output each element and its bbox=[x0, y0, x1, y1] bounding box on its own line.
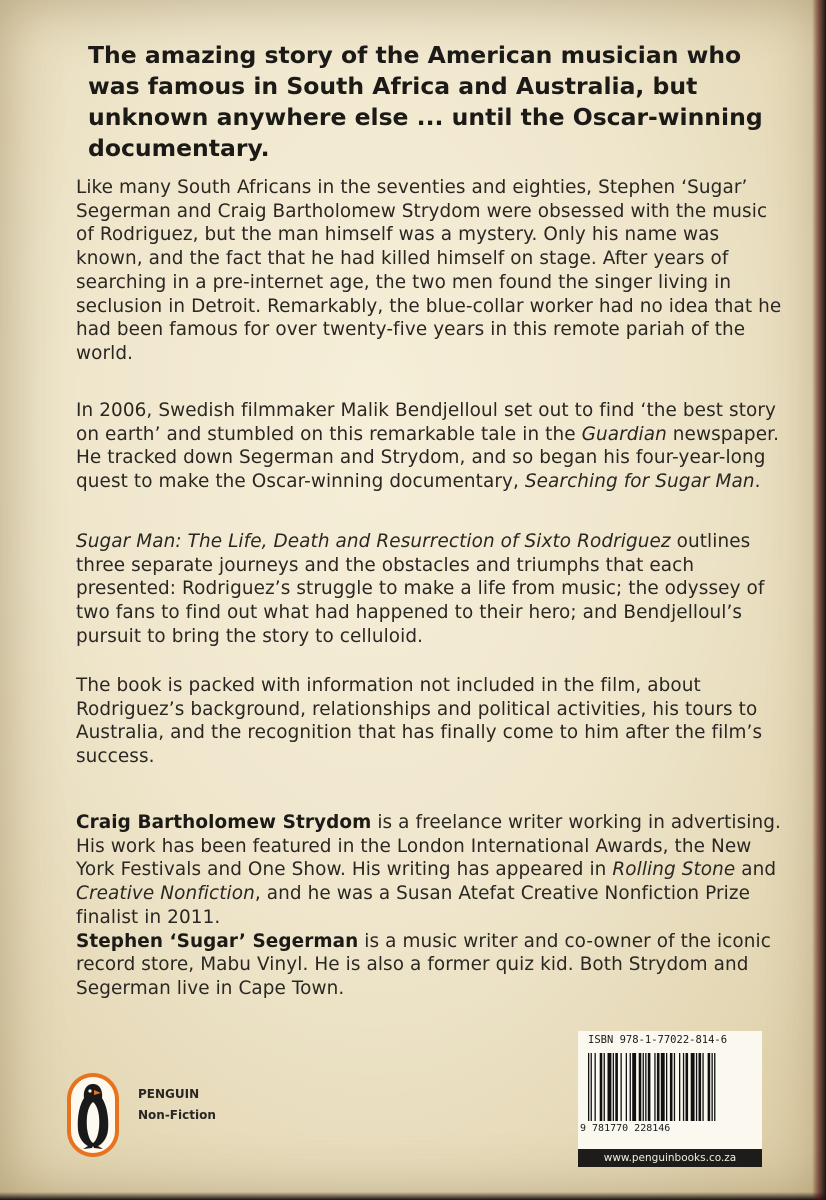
blurb-paragraph-4: The book is packed with information not included in the film, about Rodriguez’s background, relationships and political activities, his tours to Australia, and the recognition that has finally come to him after the film’s success. bbox=[76, 675, 763, 768]
barcode-bars bbox=[588, 1053, 754, 1121]
book-title: Sugar Man: The Life, Death and Resurrection of Sixto Rodriguez bbox=[76, 531, 671, 552]
publisher-name: PENGUIN bbox=[138, 1087, 200, 1101]
blurb-paragraph-1: Like many South Africans in the seventies and eighties, Stephen ‘Sugar’ Segerman and Craig Bartholomew Strydom were obsessed with the music of Rodriguez, but the man himself was a mystery. Only his name was known, and the fact that he had killed himself on stage. After years of searching in a pre-internet age, the two men found the singer living in seclusion in Detroit. Remarkably, the blue-collar worker had no idea that he had been famous for over twenty-five years in this remote pariah of the world. bbox=[76, 177, 782, 364]
author-bios bbox=[76, 811, 788, 1001]
tagline: The amazing story of the American musician who was famous in South Africa and Australia, but unknown anywhere else ... until the Oscar-winning documentary. bbox=[88, 41, 763, 162]
isbn-text: ISBN 978-1-77022-814-6 bbox=[588, 1034, 728, 1046]
author-1-name: Craig Bartholomew Strydom bbox=[76, 812, 372, 833]
barcode-digits: 9 781770 228146 bbox=[580, 1123, 671, 1134]
imprint-name: Non-Fiction bbox=[138, 1108, 216, 1122]
magazine-1: Rolling Stone bbox=[612, 859, 736, 881]
paragraph-3-text: outlines three separate journeys and the obstacles and triumphs that each presented: Rodriguez’s struggle to make a life from music; the odyssey of two fans to find out what had happened to their hero; and Bendjelloul’s pursuit to bring the story to celluloid. bbox=[76, 531, 765, 647]
blurb-paragraph-3 bbox=[76, 530, 788, 649]
paragraph-2-text-1: In 2006, Swedish filmmaker Malik Bendjelloul set out to find ‘the best story on earth’ and stumbled on this remarkable tale in the bbox=[76, 400, 777, 445]
magazine-2: Creative Nonfiction bbox=[76, 883, 255, 905]
barcode-block bbox=[578, 1031, 762, 1159]
penguin-logo-icon bbox=[66, 1072, 120, 1158]
guardian-title: Guardian bbox=[581, 423, 667, 445]
publisher-website: www.penguinbooks.co.za bbox=[578, 1149, 762, 1167]
author-2-name: Stephen ‘Sugar’ Segerman bbox=[76, 930, 359, 952]
author-2-text: is a music writer and co-owner of the iconic record store, Mabu Vinyl. He is also a former quiz kid. Both Strydom and Segerman live in Cape Town. bbox=[76, 930, 771, 999]
publisher-imprint bbox=[138, 1084, 258, 1126]
film-title: Searching for Sugar Man bbox=[524, 471, 755, 493]
cover-edge bbox=[0, 1192, 826, 1200]
author-1-text-2: , and he was a Susan Atefat Creative Nonfiction Prize finalist in 2011. bbox=[76, 883, 750, 928]
paragraph-2-text-3: . bbox=[754, 471, 761, 493]
paragraph-2-text-2: newspaper. He tracked down Segerman and Strydom, and so began his four-year-long quest to make the Oscar-winning documentary, bbox=[76, 423, 780, 493]
bio-and: and bbox=[735, 859, 777, 881]
author-1-text-1: is a freelance writer working in advertising. His work has been featured in the London International Awards, the New York Festivals and One Show. His writing has appeared in bbox=[76, 812, 781, 881]
blurb-paragraph-2 bbox=[76, 399, 788, 494]
